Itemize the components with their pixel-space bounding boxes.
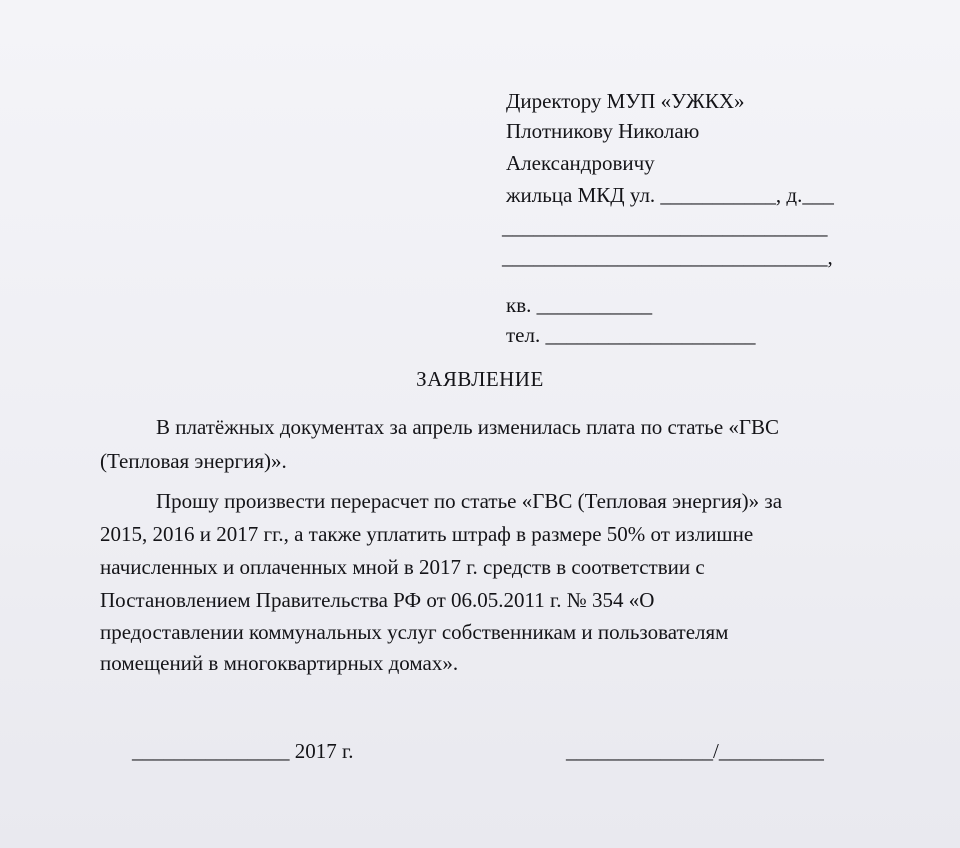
signature-line: ______________/__________ (566, 739, 824, 763)
date-line: _______________ 2017 г. (132, 739, 354, 763)
paragraph-2-line-2: 2015, 2016 и 2017 гг., а также уплатить штраф в размере 50% от излишне (100, 522, 754, 546)
document-title: ЗАЯВЛЕНИЕ (416, 367, 544, 391)
paragraph-1-line-2: (Тепловая энергия)». (100, 449, 287, 473)
paragraph-1-line-1: В платёжных документах за апрель изменилась плата по статье «ГВС (156, 415, 780, 439)
apartment-line: кв. ___________ (506, 293, 653, 317)
phone-line: тел. ____________________ (506, 323, 756, 347)
paragraph-2-line-4: Постановлением Правительства РФ от 06.05.2011 г. № 354 «О (100, 588, 655, 612)
paragraph-2-line-5: предоставлении коммунальных услуг собственникам и пользователям (100, 620, 729, 644)
addressee-line: Директору МУП «УЖКХ» (506, 89, 745, 113)
blank-field-line-1: _______________________________ (502, 215, 828, 239)
paragraph-2-line-1: Прошу произвести перерасчет по статье «ГВС (Тепловая энергия)» за (156, 489, 783, 513)
blank-field-line-2: _______________________________, (502, 245, 833, 269)
sender-address-line: жильца МКД ул. ___________, д.___ (506, 183, 834, 207)
addressee-name: Плотникову Николаю (506, 119, 700, 143)
addressee-patronymic: Александровичу (506, 151, 655, 175)
paragraph-2-line-6: помещений в многоквартирных домах». (100, 651, 459, 675)
paragraph-2-line-3: начисленных и оплаченных мной в 2017 г. средств в соответствии с (100, 555, 705, 579)
